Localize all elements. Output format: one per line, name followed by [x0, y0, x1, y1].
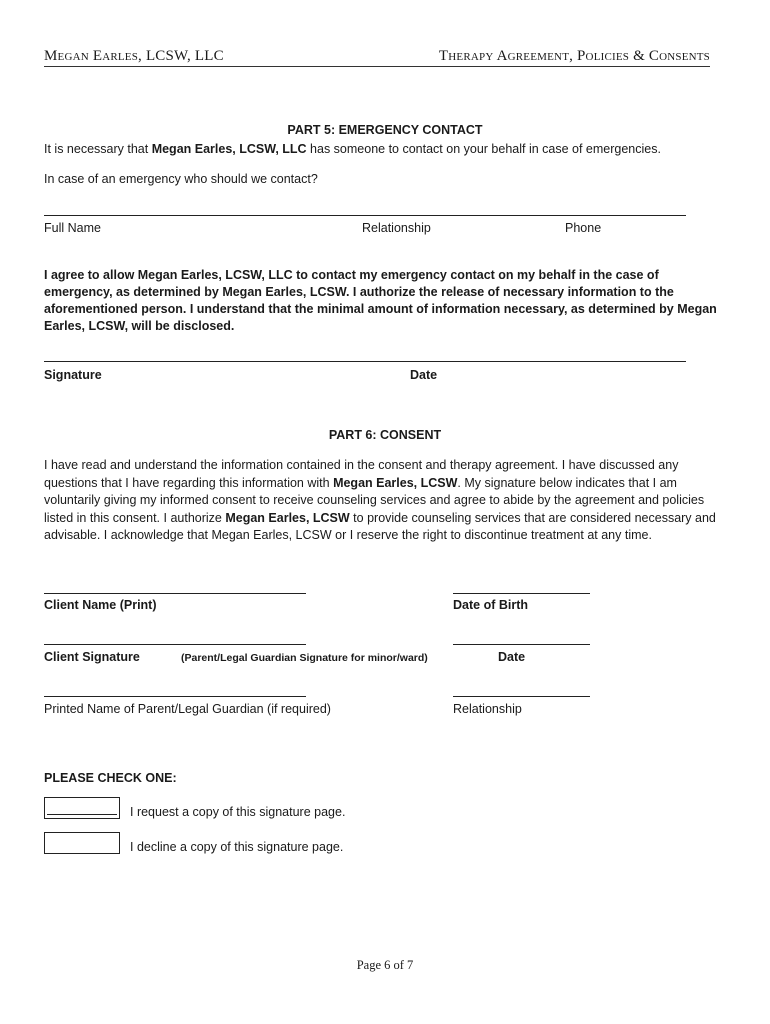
part5-agreement: I agree to allow Megan Earles, LCSW, LLC to contact my emergency contact on my behalf in the case of emergency, as determined by Megan Earles, LCSW. I authorize the release of necessary information to the aforementioned person. I understand that the minimal amount of information necessary, as determined by Megan Earles, LCSW, will be disclosed. — [44, 268, 717, 333]
date-label: Date — [410, 368, 438, 382]
client-signature-line[interactable] — [44, 644, 306, 645]
signature-date-line[interactable] — [453, 644, 590, 645]
dob-label: Date of Birth — [453, 598, 528, 612]
checkbox-fill-line — [47, 814, 117, 815]
part5-title: PART 5: EMERGENCY CONTACT — [287, 123, 483, 137]
part6-bold-1: Megan Earles, LCSW — [333, 475, 458, 490]
signature-line[interactable] — [44, 361, 686, 362]
page-number: Page 6 of 7 — [356, 958, 414, 972]
relationship-label: Relationship — [362, 221, 431, 235]
request-copy-checkbox[interactable] — [44, 797, 120, 819]
part5-intro — [44, 142, 661, 156]
client-name-line[interactable] — [44, 593, 306, 594]
part6-title: PART 6: CONSENT — [328, 428, 442, 442]
check-title: PLEASE CHECK ONE: — [44, 771, 177, 785]
part6-text-3: to provide counseling services that are considered necessary and advisable. I acknowledge that Megan Earles, LCSW or I reserve the right to discontinue treatment at any time. — [44, 510, 716, 542]
part6-bold-2: Megan Earles, LCSW — [225, 510, 350, 525]
header-right: Therapy Agreement, Policies & Consents — [438, 48, 710, 64]
client-name-label: Client Name (Print) — [44, 598, 157, 612]
decline-copy-label: I decline a copy of this signature page. — [130, 840, 344, 854]
header-left: Megan Earles, LCSW, LLC — [44, 48, 224, 64]
header-rule — [44, 66, 710, 67]
guardian-relationship-line[interactable] — [453, 696, 590, 697]
part5-intro-bold: Megan Earles, LCSW, LLC — [151, 142, 307, 156]
client-signature-label: Client Signature — [44, 650, 140, 664]
guardian-printed-label: Printed Name of Parent/Legal Guardian (if required) — [44, 702, 331, 716]
part5-question: In case of an emergency who should we contact? — [44, 172, 318, 186]
guardian-relationship-label: Relationship — [453, 702, 522, 716]
guardian-signature-label: (Parent/Legal Guardian Signature for minor/ward) — [181, 652, 428, 664]
part5-intro-b: has someone to contact on your behalf in case of emergencies. — [306, 142, 661, 156]
part6-paragraph — [44, 457, 724, 545]
signature-date-label: Date — [498, 650, 526, 664]
dob-line[interactable] — [453, 593, 590, 594]
full-name-label: Full Name — [44, 221, 101, 235]
request-copy-label: I request a copy of this signature page. — [130, 805, 346, 819]
decline-copy-checkbox[interactable] — [44, 832, 120, 854]
guardian-printed-line[interactable] — [44, 696, 306, 697]
part6-text-2: . My signature below indicates that I am voluntarily giving my informed consent to receive counseling services and agree to abide by the agreement and policies listed in this consent. I authorize — [44, 475, 705, 525]
signature-label: Signature — [44, 368, 102, 382]
phone-label: Phone — [565, 221, 602, 235]
part6-text-1: I have read and understand the information contained in the consent and therapy agreement. I have discussed any questions that I have regarding this information with — [44, 458, 679, 490]
emergency-contact-line[interactable] — [44, 215, 686, 216]
part5-intro-a: It is necessary that — [44, 142, 152, 156]
